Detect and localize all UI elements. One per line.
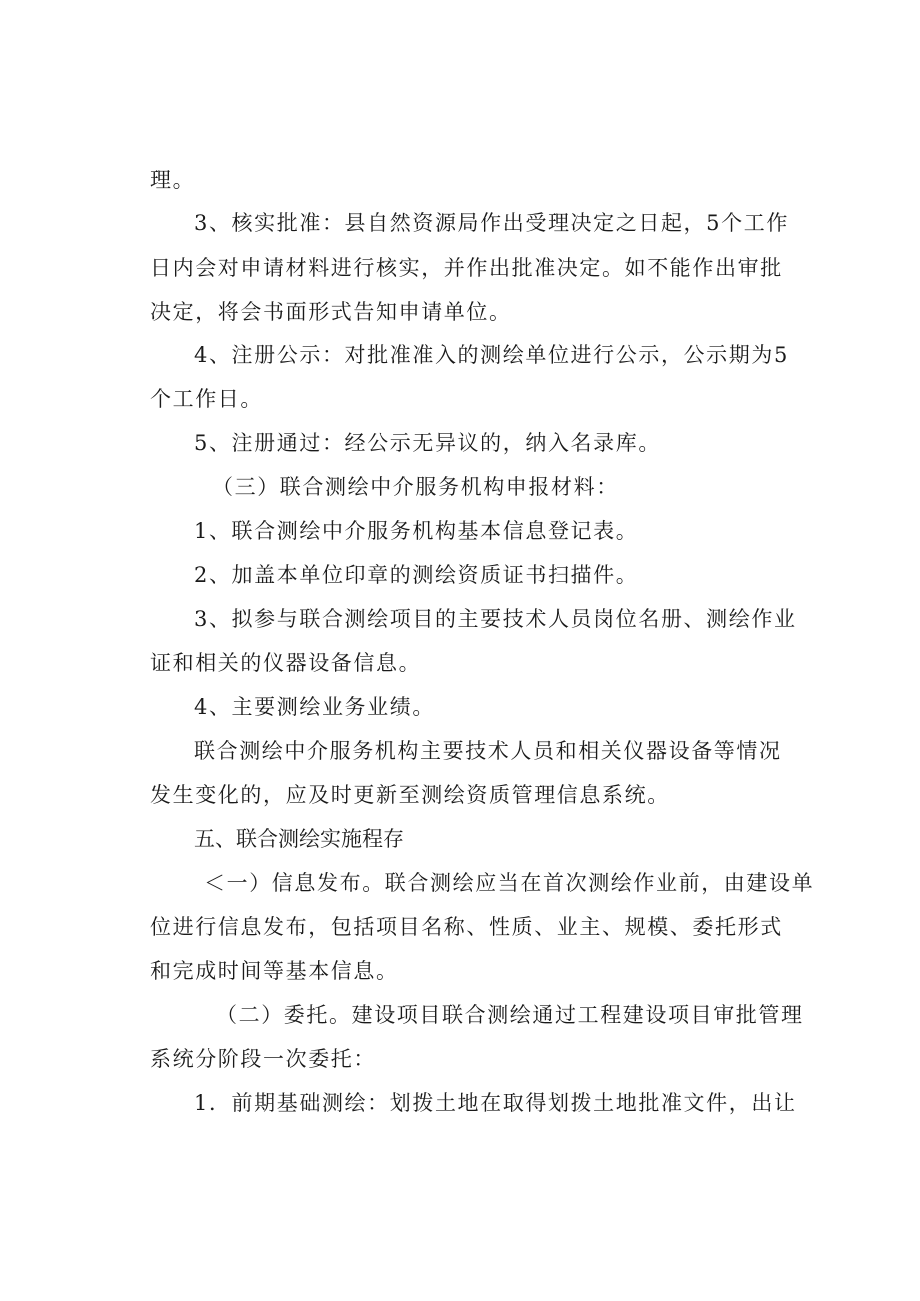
- text-line: 和完成时间等基本信息。: [150, 959, 399, 983]
- text-line: 位进行信息发布，包括项目名称、性质、业主、规模、委托形式: [150, 915, 783, 939]
- list-item: 3、拟参与联合测绘项目的主要技术人员岗位名册、测绘作业: [194, 607, 797, 631]
- text-line: 个工作日。: [150, 387, 263, 411]
- text-line: 联合测绘中介服务机构主要技术人员和相关仪器设备等情况: [194, 739, 782, 763]
- list-item: 2、加盖本单位印章的测绘资质证书扫描件。: [194, 563, 639, 587]
- text-line: 4、注册公示：对批准准入的测绘单位进行公示，公示期为5: [194, 343, 789, 367]
- text-line: 决定，将会书面形式告知申请单位。: [150, 300, 512, 324]
- list-item: 1、联合测绘中介服务机构基本信息登记表。: [194, 519, 639, 543]
- text-line: 3、核实批准：县自然资源局作出受理决定之日起，5个工作: [194, 211, 789, 235]
- list-item: 4、主要测绘业务业绩。: [194, 695, 435, 719]
- text-line: 证和相关的仪器设备信息。: [150, 651, 422, 675]
- text-line: 系统分阶段一次委托：: [150, 1047, 376, 1071]
- text-line: 1．前期基础测绘：划拨土地在取得划拨土地批准文件，出让: [194, 1091, 797, 1115]
- text-line: 日内会对申请材料进行核实，并作出批准决定。如不能作出审批: [150, 256, 783, 280]
- text-line: 理。: [150, 168, 196, 192]
- text-line: 5、注册通过：经公示无异议的，纳入名录库。: [194, 431, 661, 455]
- text-line: （二）委托。建设项目联合测绘通过工程建设项目审批管理: [216, 1003, 804, 1027]
- section-heading: 五、联合测绘实施程存: [194, 827, 404, 851]
- text-line: 发生变化的，应及时更新至测绘资质管理信息系统。: [150, 783, 670, 807]
- section-subheading: （三）联合测绘中介服务机构申报材料：: [212, 475, 619, 499]
- text-line: ＜一）信息发布。联合测绘应当在首次测绘作业前，由建设单: [204, 871, 815, 895]
